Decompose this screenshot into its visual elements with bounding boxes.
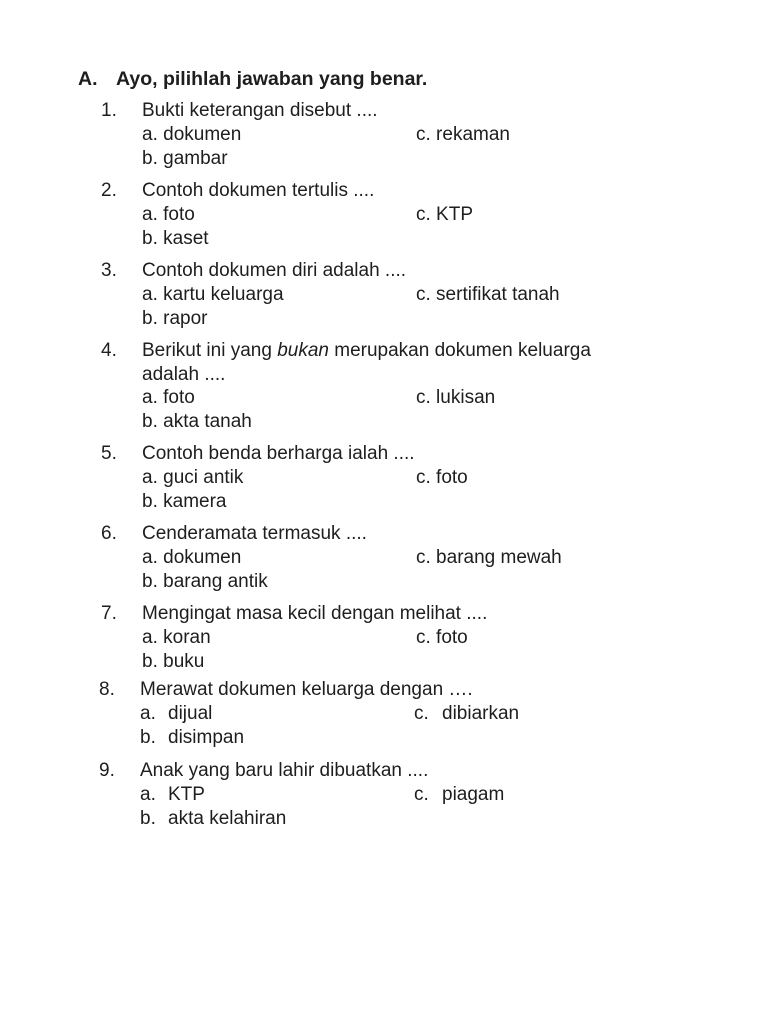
option-c: c. lukisan — [416, 387, 496, 408]
option-letter: a. — [140, 784, 156, 805]
question-text: Mengingat masa kecil dengan melihat .... — [142, 603, 488, 624]
section-heading — [78, 68, 427, 91]
option-c — [414, 702, 519, 726]
option-b: b. buku — [142, 651, 205, 672]
question-text: Contoh dokumen tertulis .... — [142, 180, 375, 201]
option-b: b. barang antik — [142, 571, 268, 592]
question-text-line2: adalah .... — [142, 363, 226, 385]
question-number: 3. — [101, 260, 117, 281]
option-c: c. sertifikat tanah — [416, 284, 560, 305]
option-b: b. kaset — [142, 228, 209, 249]
question-number: 6. — [101, 523, 117, 544]
question-number: 1. — [101, 100, 117, 121]
question-text-emphasis: bukan — [277, 340, 329, 361]
option-b: b. gambar — [142, 148, 228, 169]
question-number: 2. — [101, 180, 117, 201]
option-text: disimpan — [168, 727, 245, 748]
option-a: a. koran — [142, 627, 211, 648]
option-c — [414, 783, 504, 807]
option-letter: a. — [140, 703, 156, 724]
option-b — [140, 726, 244, 750]
option-text: dijual — [168, 703, 213, 724]
option-text: piagam — [442, 784, 505, 805]
question-number: 4. — [101, 340, 117, 361]
section-letter: A. — [78, 68, 98, 90]
section-title: Ayo, pilihlah jawaban yang benar. — [116, 68, 428, 90]
option-letter: c. — [414, 784, 429, 805]
option-text: KTP — [168, 784, 205, 805]
option-b: b. akta tanah — [142, 411, 252, 432]
option-c: c. KTP — [416, 204, 474, 225]
question-number: 7. — [101, 603, 117, 624]
question-text-after: merupakan dokumen keluarga — [328, 340, 591, 361]
question-text: Anak yang baru lahir dibuatkan .... — [140, 760, 429, 781]
option-a: a. dokumen — [142, 124, 242, 145]
question-text: Contoh benda berharga ialah .... — [142, 443, 415, 464]
option-b: b. rapor — [142, 308, 208, 329]
option-c: c. rekaman — [416, 124, 510, 145]
question-number: 8. — [99, 679, 115, 700]
option-a: a. guci antik — [142, 467, 244, 488]
option-a: a. foto — [142, 387, 195, 408]
question-text — [142, 339, 702, 363]
option-text: akta kelahiran — [168, 808, 287, 829]
option-letter: c. — [414, 703, 429, 724]
option-c: c. barang mewah — [416, 547, 562, 568]
option-letter: b. — [140, 727, 156, 748]
option-c: c. foto — [416, 627, 468, 648]
option-a: a. foto — [142, 204, 195, 225]
question-number: 9. — [99, 760, 115, 781]
option-a — [140, 783, 205, 807]
option-c: c. foto — [416, 467, 468, 488]
question-text: Cenderamata termasuk .... — [142, 523, 367, 544]
option-text: dibiarkan — [442, 703, 520, 724]
option-a — [140, 702, 212, 726]
question-number: 5. — [101, 443, 117, 464]
question-text-before: Berikut ini yang — [142, 340, 278, 361]
option-a: a. kartu keluarga — [142, 284, 284, 305]
question-text: Merawat dokumen keluarga dengan …. — [140, 679, 473, 700]
question-text: Contoh dokumen diri adalah .... — [142, 260, 407, 281]
option-a: a. dokumen — [142, 547, 242, 568]
question-text: Bukti keterangan disebut .... — [142, 100, 378, 121]
option-letter: b. — [140, 808, 156, 829]
option-b: b. kamera — [142, 491, 227, 512]
option-b — [140, 807, 286, 831]
